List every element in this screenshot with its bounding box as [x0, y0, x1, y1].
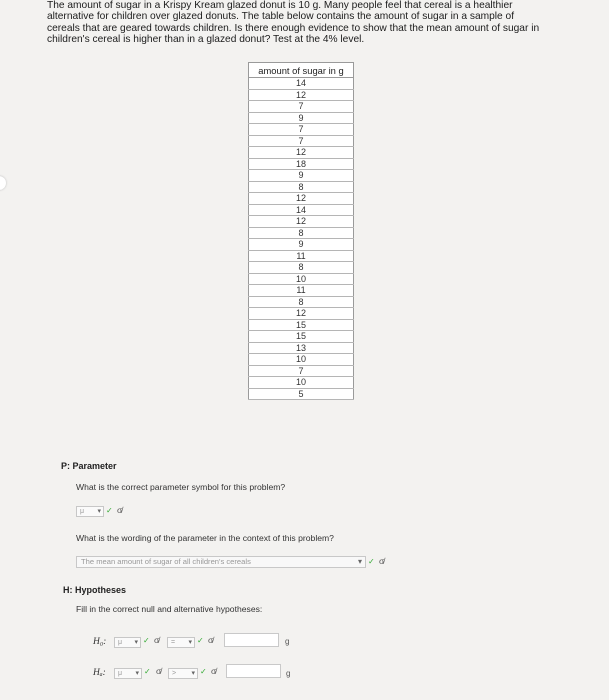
table-cell: 5 [249, 388, 354, 400]
table-row [249, 250, 354, 262]
table-row [249, 112, 354, 124]
feedback-icon: σ̸ [211, 666, 217, 676]
table-cell: 8 [249, 262, 354, 274]
check-icon: ✓ [143, 636, 150, 645]
table-row [249, 239, 354, 251]
h0-symbol-select[interactable] [114, 637, 141, 648]
chevron-down-icon: ▾ [135, 670, 139, 677]
table-cell: 9 [249, 170, 354, 182]
parameter-heading: P: Parameter [61, 461, 117, 471]
table-row [249, 377, 354, 389]
check-icon: ✓ [200, 667, 207, 676]
edge-indicator [0, 176, 6, 190]
h0-unit: g [285, 637, 290, 646]
table-cell: 10 [249, 377, 354, 389]
check-icon: ✓ [197, 636, 204, 645]
feedback-icon: σ̸ [156, 666, 162, 676]
chevron-down-icon: ▾ [357, 557, 362, 566]
table-cell: 8 [249, 227, 354, 239]
table-row [249, 285, 354, 297]
hypotheses-heading: H: Hypotheses [63, 585, 127, 595]
table-row [249, 365, 354, 377]
table-cell: 8 [249, 296, 354, 308]
table-header: amount of sugar in g [249, 63, 354, 78]
table-row [249, 101, 354, 113]
ha-operator-select[interactable] [168, 668, 198, 679]
table-cell: 9 [249, 112, 354, 124]
sugar-table [248, 62, 354, 400]
table-row [249, 388, 354, 400]
table-row [249, 262, 354, 274]
h0-value-input[interactable] [224, 633, 279, 647]
data-table [248, 62, 354, 400]
table-cell: 14 [249, 78, 354, 90]
ha-value-input[interactable] [226, 664, 281, 678]
table-row [249, 331, 354, 343]
ha-symbol-select[interactable] [114, 668, 142, 679]
table-row [249, 296, 354, 308]
ha-label: Hₐ: [93, 668, 106, 678]
parameter-symbol-value: μ [80, 508, 85, 515]
table-row [249, 181, 354, 193]
table-row [249, 158, 354, 170]
chevron-down-icon: ▾ [191, 670, 195, 677]
chevron-down-icon: ▾ [134, 639, 138, 646]
parameter-question-symbol: What is the correct parameter symbol for this problem? [76, 482, 286, 492]
check-icon: ✓ [106, 506, 113, 515]
table-row [249, 170, 354, 182]
table-cell: 12 [249, 147, 354, 159]
table-row [249, 354, 354, 366]
table-row [249, 204, 354, 216]
ha-symbol-value: μ [118, 670, 123, 677]
table-row [249, 273, 354, 285]
table-cell: 18 [249, 158, 354, 170]
table-row [249, 308, 354, 320]
ha-unit: g [286, 669, 291, 678]
table-cell: 11 [249, 285, 354, 297]
table-row [249, 78, 354, 90]
table-cell: 12 [249, 308, 354, 320]
feedback-icon: σ̸ [154, 635, 160, 645]
hypotheses-instruction: Fill in the correct null and alternative hypotheses: [76, 604, 263, 614]
table-row [249, 147, 354, 159]
table-row [249, 342, 354, 354]
parameter-wording-select[interactable] [76, 556, 366, 568]
table-cell: 15 [249, 319, 354, 331]
h0-label: H₀: [93, 637, 107, 647]
table-cell: 11 [249, 250, 354, 262]
table-cell: 10 [249, 273, 354, 285]
chevron-down-icon: ▾ [188, 639, 192, 646]
table-row [249, 124, 354, 136]
ha-operator-value: > [172, 670, 177, 677]
table-row [249, 89, 354, 101]
feedback-icon: σ̸ [117, 505, 123, 515]
table-cell: 7 [249, 101, 354, 113]
check-icon: ✓ [368, 557, 375, 566]
table-cell: 12 [249, 193, 354, 205]
table-cell: 7 [249, 135, 354, 147]
problem-statement: The amount of sugar in a Krispy Kream glazed donut is 10 g. Many people feel that cereal is a healthier alternative for children over glazed donuts. The table below contains the amount of sugar in a sample of cereals that are geared towards children. Is there enough evidence to show that the mean amount of sugar in children's cereal is higher than in a glazed donut? Test at the 4% level. [47, 0, 540, 45]
table-row [249, 216, 354, 228]
h0-operator-select[interactable] [167, 637, 195, 648]
table-cell: 7 [249, 365, 354, 377]
table-cell: 9 [249, 239, 354, 251]
parameter-question-wording: What is the wording of the parameter in the context of this problem? [76, 533, 334, 543]
check-icon: ✓ [144, 667, 151, 676]
feedback-icon: σ̸ [208, 635, 214, 645]
h0-symbol-value: μ [118, 639, 123, 646]
table-cell: 8 [249, 181, 354, 193]
table-cell: 14 [249, 204, 354, 216]
table-row [249, 135, 354, 147]
table-cell: 13 [249, 342, 354, 354]
table-row [249, 193, 354, 205]
table-cell: 12 [249, 216, 354, 228]
parameter-symbol-select[interactable] [76, 506, 104, 517]
table-cell: 12 [249, 89, 354, 101]
table-cell: 15 [249, 331, 354, 343]
feedback-icon: σ̸ [379, 556, 385, 566]
chevron-down-icon: ▾ [97, 508, 101, 515]
table-cell: 7 [249, 124, 354, 136]
table-row [249, 227, 354, 239]
h0-operator-value: = [171, 639, 176, 646]
table-cell: 10 [249, 354, 354, 366]
parameter-wording-value: The mean amount of sugar of all children's cereals [81, 557, 251, 566]
table-row [249, 319, 354, 331]
